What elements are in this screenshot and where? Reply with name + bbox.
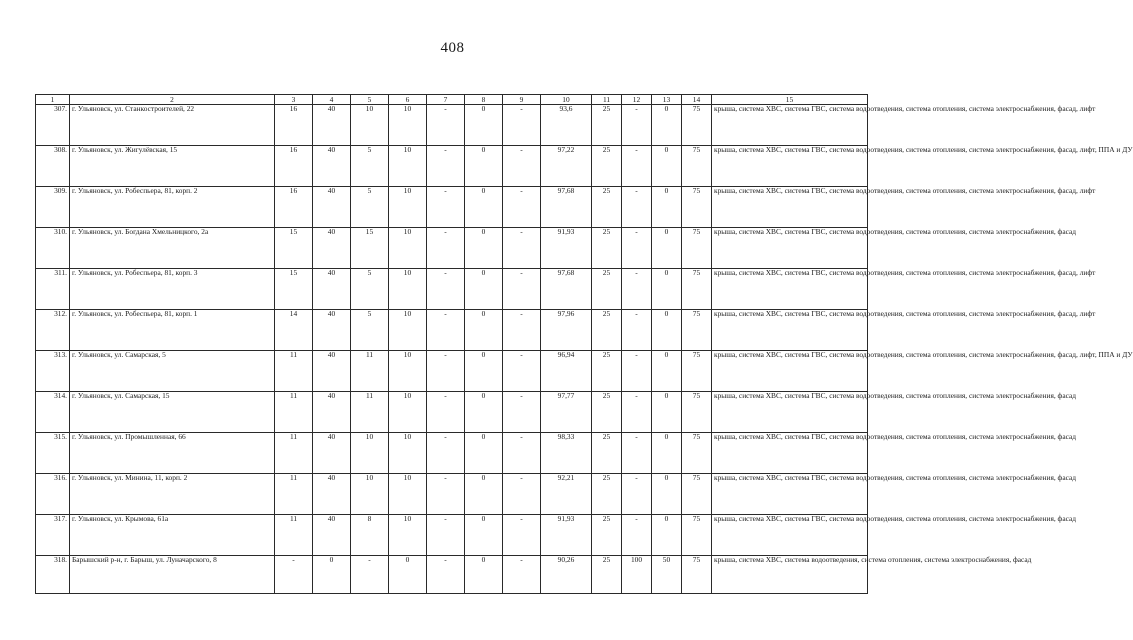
- value-cell-col-3: 15: [275, 269, 313, 310]
- value-cell-col-5: 5: [351, 310, 389, 351]
- value-cell-col-5: 11: [351, 392, 389, 433]
- value-cell-col-3: 11: [275, 515, 313, 556]
- column-header-13: 13: [652, 95, 682, 105]
- row-number-cell: 312.: [36, 310, 70, 351]
- value-cell-col-14: 75: [682, 146, 712, 187]
- row-number-cell: 308.: [36, 146, 70, 187]
- value-cell-col-14: 75: [682, 556, 712, 594]
- value-cell-col-6: 0: [389, 556, 427, 594]
- value-cell-col-10: 93,6: [541, 105, 592, 146]
- value-cell-col-8: 0: [465, 474, 503, 515]
- value-cell-col-7: -: [427, 146, 465, 187]
- value-cell-col-13: 0: [652, 228, 682, 269]
- address-cell: г. Ульяновск, ул. Робеспьера, 81, корп. 2: [70, 187, 275, 228]
- value-cell-col-13: 0: [652, 187, 682, 228]
- value-cell-col-10: 97,68: [541, 187, 592, 228]
- value-cell-col-5: 5: [351, 269, 389, 310]
- value-cell-col-5: 11: [351, 351, 389, 392]
- value-cell-col-8: 0: [465, 269, 503, 310]
- column-header-11: 11: [592, 95, 622, 105]
- value-cell-col-14: 75: [682, 105, 712, 146]
- value-cell-col-12: -: [622, 187, 652, 228]
- table-row: [36, 187, 868, 228]
- value-cell-col-4: 40: [313, 310, 351, 351]
- value-cell-col-3: 11: [275, 474, 313, 515]
- data-table: [35, 94, 1133, 594]
- value-cell-col-6: 10: [389, 433, 427, 474]
- table-row: [36, 351, 868, 392]
- value-cell-col-8: 0: [465, 433, 503, 474]
- value-cell-col-14: 75: [682, 310, 712, 351]
- value-cell-col-5: 5: [351, 187, 389, 228]
- value-cell-col-5: 15: [351, 228, 389, 269]
- address-cell: г. Ульяновск, ул. Самарская, 5: [70, 351, 275, 392]
- value-cell-col-11: 25: [592, 474, 622, 515]
- value-cell-col-9: -: [503, 105, 541, 146]
- value-cell-col-8: 0: [465, 351, 503, 392]
- value-cell-col-4: 40: [313, 351, 351, 392]
- value-cell-col-11: 25: [592, 433, 622, 474]
- value-cell-col-3: 16: [275, 105, 313, 146]
- value-cell-col-7: -: [427, 433, 465, 474]
- value-cell-col-7: -: [427, 105, 465, 146]
- value-cell-col-4: 40: [313, 269, 351, 310]
- value-cell-col-9: -: [503, 515, 541, 556]
- value-cell-col-11: 25: [592, 556, 622, 594]
- value-cell-col-14: 75: [682, 187, 712, 228]
- value-cell-col-13: 50: [652, 556, 682, 594]
- works-cell: крыша, система ХВС, система ГВС, система водоотведения, система отопления, система электроснабжения, фасад, лифт, ППА и ДУ: [712, 351, 868, 392]
- table-row: [36, 146, 868, 187]
- table-row: [36, 392, 868, 433]
- value-cell-col-14: 75: [682, 228, 712, 269]
- works-cell: крыша, система ХВС, система ГВС, система водоотведения, система отопления, система электроснабжения, фасад: [712, 515, 868, 556]
- value-cell-col-4: 40: [313, 433, 351, 474]
- table-row: [36, 474, 868, 515]
- value-cell-col-4: 40: [313, 187, 351, 228]
- value-cell-col-6: 10: [389, 269, 427, 310]
- value-cell-col-14: 75: [682, 433, 712, 474]
- value-cell-col-13: 0: [652, 351, 682, 392]
- row-number-cell: 311.: [36, 269, 70, 310]
- value-cell-col-13: 0: [652, 515, 682, 556]
- value-cell-col-4: 0: [313, 556, 351, 594]
- value-cell-col-8: 0: [465, 392, 503, 433]
- works-cell: крыша, система ХВС, система ГВС, система водоотведения, система отопления, система электроснабжения, фасад, лифт, ППА и ДУ: [712, 146, 868, 187]
- table-row: [36, 105, 868, 146]
- value-cell-col-12: -: [622, 351, 652, 392]
- value-cell-col-13: 0: [652, 392, 682, 433]
- value-cell-col-12: -: [622, 474, 652, 515]
- value-cell-col-10: 97,96: [541, 310, 592, 351]
- value-cell-col-10: 97,22: [541, 146, 592, 187]
- value-cell-col-12: -: [622, 433, 652, 474]
- column-header-15: 15: [712, 95, 868, 105]
- row-number-cell: 316.: [36, 474, 70, 515]
- value-cell-col-10: 97,77: [541, 392, 592, 433]
- value-cell-col-4: 40: [313, 105, 351, 146]
- value-cell-col-11: 25: [592, 146, 622, 187]
- value-cell-col-4: 40: [313, 146, 351, 187]
- value-cell-col-10: 91,93: [541, 228, 592, 269]
- value-cell-col-6: 10: [389, 105, 427, 146]
- table-body: [36, 104, 1133, 594]
- column-header-10: 10: [541, 95, 592, 105]
- column-header-5: 5: [351, 95, 389, 105]
- value-cell-col-4: 40: [313, 474, 351, 515]
- value-cell-col-14: 75: [682, 515, 712, 556]
- value-cell-col-12: -: [622, 228, 652, 269]
- address-cell: г. Ульяновск, ул. Робеспьера, 81, корп. 3: [70, 269, 275, 310]
- value-cell-col-11: 25: [592, 187, 622, 228]
- column-header-7: 7: [427, 95, 465, 105]
- value-cell-col-12: -: [622, 269, 652, 310]
- works-cell: крыша, система ХВС, система ГВС, система водоотведения, система отопления, система электроснабжения, фасад, лифт: [712, 310, 868, 351]
- value-cell-col-13: 0: [652, 105, 682, 146]
- row-number-cell: 315.: [36, 433, 70, 474]
- works-cell: крыша, система ХВС, система ГВС, система водоотведения, система отопления, система электроснабжения, фасад, лифт: [712, 187, 868, 228]
- row-number-cell: 309.: [36, 187, 70, 228]
- row-number-cell: 313.: [36, 351, 70, 392]
- address-cell: г. Ульяновск, ул. Крымова, 61а: [70, 515, 275, 556]
- row-number-cell: 318.: [36, 556, 70, 594]
- value-cell-col-12: 100: [622, 556, 652, 594]
- value-cell-col-13: 0: [652, 269, 682, 310]
- value-cell-col-12: -: [622, 392, 652, 433]
- table-row: [36, 556, 868, 594]
- column-header-6: 6: [389, 95, 427, 105]
- value-cell-col-8: 0: [465, 228, 503, 269]
- value-cell-col-4: 40: [313, 392, 351, 433]
- value-cell-col-10: 97,68: [541, 269, 592, 310]
- row-number-cell: 307.: [36, 105, 70, 146]
- address-cell: г. Ульяновск, ул. Минина, 11, корп. 2: [70, 474, 275, 515]
- value-cell-col-11: 25: [592, 105, 622, 146]
- value-cell-col-4: 40: [313, 515, 351, 556]
- address-cell: Барышский р-н, г. Барыш, ул. Луначарского, 8: [70, 556, 275, 594]
- value-cell-col-7: -: [427, 310, 465, 351]
- address-cell: г. Ульяновск, ул. Богдана Хмельницкого, 2а: [70, 228, 275, 269]
- value-cell-col-8: 0: [465, 556, 503, 594]
- address-cell: г. Ульяновск, ул. Промышленная, 66: [70, 433, 275, 474]
- column-header-12: 12: [622, 95, 652, 105]
- value-cell-col-11: 25: [592, 351, 622, 392]
- value-cell-col-12: -: [622, 105, 652, 146]
- value-cell-col-8: 0: [465, 515, 503, 556]
- value-cell-col-3: -: [275, 556, 313, 594]
- value-cell-col-10: 91,93: [541, 515, 592, 556]
- column-header-3: 3: [275, 95, 313, 105]
- value-cell-col-8: 0: [465, 105, 503, 146]
- value-cell-col-6: 10: [389, 146, 427, 187]
- row-number-cell: 310.: [36, 228, 70, 269]
- page-number: 408: [440, 40, 465, 56]
- value-cell-col-7: -: [427, 474, 465, 515]
- value-cell-col-10: 92,21: [541, 474, 592, 515]
- value-cell-col-5: 5: [351, 146, 389, 187]
- value-cell-col-4: 40: [313, 228, 351, 269]
- column-header-1: 1: [36, 95, 70, 105]
- value-cell-col-13: 0: [652, 433, 682, 474]
- value-cell-col-11: 25: [592, 269, 622, 310]
- value-cell-col-9: -: [503, 310, 541, 351]
- value-cell-col-7: -: [427, 392, 465, 433]
- value-cell-col-12: -: [622, 515, 652, 556]
- value-cell-col-14: 75: [682, 351, 712, 392]
- value-cell-col-14: 75: [682, 269, 712, 310]
- value-cell-col-8: 0: [465, 187, 503, 228]
- value-cell-col-5: -: [351, 556, 389, 594]
- value-cell-col-8: 0: [465, 146, 503, 187]
- table-row: [36, 269, 868, 310]
- value-cell-col-14: 75: [682, 474, 712, 515]
- value-cell-col-5: 10: [351, 433, 389, 474]
- value-cell-col-7: -: [427, 351, 465, 392]
- row-number-cell: 317.: [36, 515, 70, 556]
- address-cell: г. Ульяновск, ул. Робеспьера, 81, корп. 1: [70, 310, 275, 351]
- table-row: [36, 515, 868, 556]
- value-cell-col-6: 10: [389, 310, 427, 351]
- works-cell: крыша, система ХВС, система ГВС, система водоотведения, система отопления, система электроснабжения, фасад, лифт: [712, 269, 868, 310]
- value-cell-col-11: 25: [592, 228, 622, 269]
- value-cell-col-3: 16: [275, 146, 313, 187]
- column-header-2: 2: [70, 95, 275, 105]
- value-cell-col-5: 10: [351, 105, 389, 146]
- value-cell-col-7: -: [427, 515, 465, 556]
- row-number-cell: 314.: [36, 392, 70, 433]
- value-cell-col-7: -: [427, 228, 465, 269]
- column-header-9: 9: [503, 95, 541, 105]
- value-cell-col-3: 14: [275, 310, 313, 351]
- value-cell-col-6: 10: [389, 392, 427, 433]
- value-cell-col-6: 10: [389, 187, 427, 228]
- value-cell-col-5: 10: [351, 474, 389, 515]
- value-cell-col-10: 96,94: [541, 351, 592, 392]
- column-header-8: 8: [465, 95, 503, 105]
- value-cell-col-7: -: [427, 556, 465, 594]
- value-cell-col-3: 11: [275, 351, 313, 392]
- works-cell: крыша, система ХВС, система ГВС, система водоотведения, система отопления, система электроснабжения, фасад, лифт: [712, 105, 868, 146]
- value-cell-col-9: -: [503, 351, 541, 392]
- value-cell-col-5: 8: [351, 515, 389, 556]
- address-cell: г. Ульяновск, ул. Станкостроителей, 22: [70, 105, 275, 146]
- value-cell-col-6: 10: [389, 474, 427, 515]
- value-cell-col-7: -: [427, 187, 465, 228]
- table-row: [36, 310, 868, 351]
- works-cell: крыша, система ХВС, система ГВС, система водоотведения, система отопления, система электроснабжения, фасад: [712, 392, 868, 433]
- value-cell-col-11: 25: [592, 392, 622, 433]
- value-cell-col-6: 10: [389, 515, 427, 556]
- value-cell-col-3: 15: [275, 228, 313, 269]
- value-cell-col-3: 16: [275, 187, 313, 228]
- table-row: [36, 228, 868, 269]
- value-cell-col-3: 11: [275, 392, 313, 433]
- column-header-4: 4: [313, 95, 351, 105]
- value-cell-col-9: -: [503, 228, 541, 269]
- value-cell-col-13: 0: [652, 474, 682, 515]
- table-header: [36, 95, 868, 105]
- works-cell: крыша, система ХВС, система ГВС, система водоотведения, система отопления, система электроснабжения, фасад: [712, 228, 868, 269]
- value-cell-col-9: -: [503, 269, 541, 310]
- value-cell-col-7: -: [427, 269, 465, 310]
- header-row: [36, 95, 868, 105]
- value-cell-col-10: 90,26: [541, 556, 592, 594]
- value-cell-col-14: 75: [682, 392, 712, 433]
- value-cell-col-6: 10: [389, 228, 427, 269]
- value-cell-col-12: -: [622, 146, 652, 187]
- value-cell-col-9: -: [503, 146, 541, 187]
- value-cell-col-12: -: [622, 310, 652, 351]
- value-cell-col-3: 11: [275, 433, 313, 474]
- value-cell-col-6: 10: [389, 351, 427, 392]
- value-cell-col-9: -: [503, 474, 541, 515]
- works-cell: крыша, система ХВС, система ГВС, система водоотведения, система отопления, система электроснабжения, фасад: [712, 433, 868, 474]
- works-cell: крыша, система ХВС, система ГВС, система водоотведения, система отопления, система электроснабжения, фасад: [712, 474, 868, 515]
- value-cell-col-8: 0: [465, 310, 503, 351]
- address-cell: г. Ульяновск, ул. Самарская, 15: [70, 392, 275, 433]
- value-cell-col-9: -: [503, 187, 541, 228]
- value-cell-col-11: 25: [592, 515, 622, 556]
- value-cell-col-11: 25: [592, 310, 622, 351]
- value-cell-col-10: 98,33: [541, 433, 592, 474]
- value-cell-col-9: -: [503, 392, 541, 433]
- value-cell-col-13: 0: [652, 310, 682, 351]
- works-cell: крыша, система ХВС, система водоотведения, система отопления, система электроснабжения, фасад: [712, 556, 868, 594]
- value-cell-col-9: -: [503, 433, 541, 474]
- column-header-14: 14: [682, 95, 712, 105]
- value-cell-col-13: 0: [652, 146, 682, 187]
- address-cell: г. Ульяновск, ул. Жигулёвская, 15: [70, 146, 275, 187]
- table-row: [36, 433, 868, 474]
- value-cell-col-9: -: [503, 556, 541, 594]
